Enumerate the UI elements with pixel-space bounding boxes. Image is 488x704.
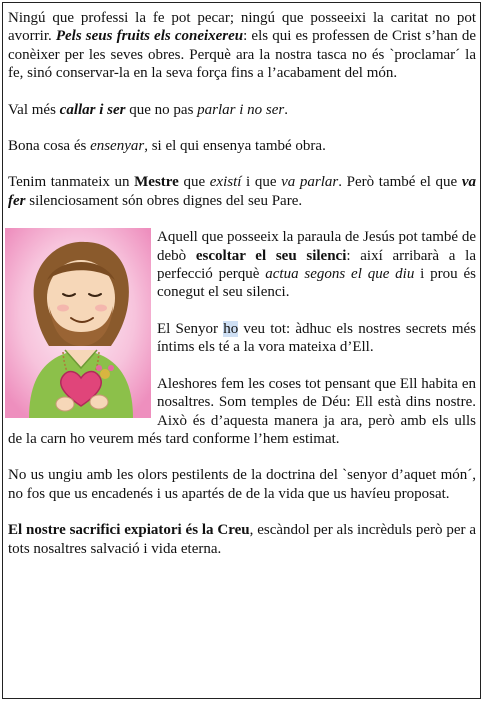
paragraph-8 — [8, 466, 476, 503]
text-run: . Però també el que — [338, 174, 462, 191]
selected-text[interactable]: ho — [223, 320, 239, 337]
italic-text: va parlar — [281, 174, 339, 191]
italic-text: existí — [209, 174, 242, 191]
paragraph-2 — [8, 101, 476, 119]
bold-text: escoltar el seu silenci — [195, 247, 347, 264]
paragraph-9 — [8, 521, 476, 558]
text-run: veu tot: àdhuc els nostres secrets més íntims els té a la vora mateixa d’Ell. — [157, 320, 477, 356]
text-run: Bona cosa és — [8, 138, 91, 155]
emphasis-text: callar i ser — [59, 101, 126, 118]
text-run: , escàndol per als incrèduls però per a tots nosaltres salvació i vida eterna. — [8, 522, 476, 557]
text-run: i prou és conegut el seu silenci. — [157, 266, 476, 301]
text-run: que no pas — [125, 101, 198, 118]
emphasis-text: va fer — [8, 174, 476, 209]
italic-text: parlar i no ser — [197, 101, 285, 118]
text-run: Ningú que professi la fe pot pecar; ningú que posseeixi la caritat no pot avorrir. — [8, 10, 476, 45]
text-run: , si el qui ensenya també obra. — [144, 138, 326, 155]
text-run: Aquell que posseeix la paraula de Jesús pot també de debò — [157, 229, 476, 264]
text-run: Tenim tanmateix un — [8, 174, 135, 191]
text-run: silenciosament són obres dignes del seu Pare. — [25, 192, 303, 209]
jesus-heart-illustration — [5, 228, 151, 418]
document-page — [2, 2, 481, 699]
italic-text: actua segons el que diu — [265, 266, 415, 283]
paragraph-4 — [8, 173, 476, 210]
italic-text: ensenyar — [90, 138, 145, 155]
text-run: El Senyor — [157, 320, 224, 337]
text-run: No us ungiu amb les olors pestilents de la doctrina del `senyor d’aquet món´, no fos que us encadenés i us apartés de de la vida que us havíeu proposat. — [8, 467, 476, 502]
bold-text: Mestre — [134, 174, 179, 191]
text-run: : els qui es professen de Crist s’han de conèixer per les seves obres. Perquè ara la nostra tasca no és `proclamar´ la fe, sinó conservar-la en la seva força fins a l’acabament del món. — [8, 28, 477, 82]
text-run: . — [284, 101, 289, 118]
bold-text: El nostre sacrifici expiatori és la Creu — [8, 522, 250, 539]
document-body — [8, 9, 476, 576]
paragraph-1 — [8, 9, 476, 83]
text-run: Val més — [8, 101, 60, 118]
text-run: que — [178, 174, 210, 191]
emphasis-text: Pels seus fruits els coneixereu — [55, 28, 244, 45]
paragraph-3 — [8, 137, 476, 155]
text-run: : així arribarà a la perfecció perquè — [157, 247, 476, 283]
text-run: Aleshores fem les coses tot pensant que Ell habita en nosaltres. Som temples de Déu: Ell està dins nostre. Això és d’aquesta manera ja ara, però amb els ulls de la carn ho veurem més tard conforme l’hem estimat. — [8, 375, 476, 447]
text-run: i que — [241, 174, 282, 191]
jesus-holding-heart-icon — [5, 228, 151, 418]
